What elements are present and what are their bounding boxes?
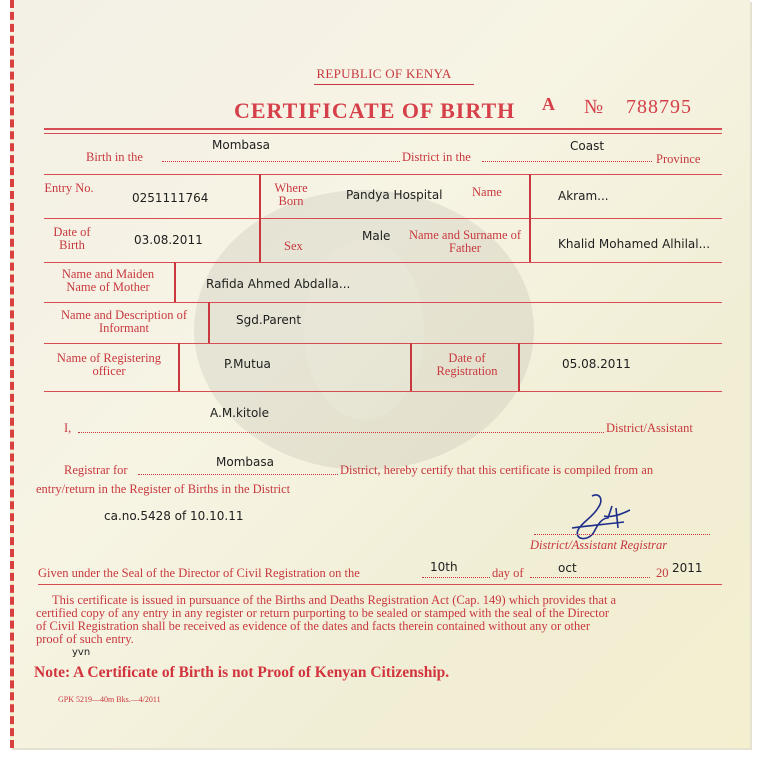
col-rule-1	[259, 174, 261, 262]
registration-date-label: Date of Registration	[436, 351, 498, 378]
initials: yvn	[72, 647, 91, 658]
name-label: Name	[472, 185, 502, 199]
officer-name-value: A.M.kitole	[210, 406, 270, 420]
citizenship-note: Note: A Certificate of Birth is not Proof of Kenyan Citizenship.	[34, 664, 450, 681]
mother-label: Name and Maiden Name of Mother	[61, 267, 155, 294]
year-value: 2011	[672, 561, 703, 575]
where-born-label: Where Born	[274, 181, 308, 208]
day-of-label: day of	[492, 566, 524, 580]
footer-rule	[38, 584, 722, 585]
col-rule-6	[410, 343, 412, 391]
certify-text: District, hereby certify that this certificate is compiled from an	[340, 463, 654, 477]
informant-label: Name and Description of Informant	[60, 308, 187, 335]
row-rule-1	[44, 174, 722, 175]
ca-number: ca.no.5428 of 10.10.11	[104, 509, 244, 523]
entry-no-value: 0251111764	[132, 191, 209, 205]
series-letter: A	[542, 94, 555, 114]
month-value: oct	[558, 561, 577, 575]
birth-in-value: Mombasa	[212, 138, 270, 152]
row-rule-3	[44, 262, 722, 263]
republic-heading: REPUBLIC OF KENYA	[316, 66, 452, 81]
col-rule-7	[518, 343, 520, 391]
father-value: Khalid Mohamed Alhilal...	[558, 237, 711, 251]
seal-text: Given under the Seal of the Director of Civil Registration on the	[38, 566, 360, 580]
dob-label: Date of Birth	[53, 225, 91, 252]
col-rule-3	[174, 262, 176, 302]
year-prefix: 20	[656, 566, 669, 580]
i-label: I,	[64, 421, 72, 435]
mother-value: Rafida Ahmed Abdalla...	[206, 277, 351, 291]
entry-no-label: Entry No.	[44, 181, 94, 195]
row-rule-5	[44, 343, 722, 344]
sex-value: Male	[362, 229, 391, 243]
day-dots	[422, 577, 490, 578]
registration-date-value: 05.08.2011	[562, 357, 631, 371]
legal-line-1: This certificate is issued in pursuance of the Births and Deaths Registration Act (Cap. 149) which provides that a	[52, 593, 617, 607]
district-label: District in the	[402, 150, 471, 164]
row-rule-4	[44, 302, 722, 303]
top-rule	[44, 128, 722, 130]
father-label: Name and Surname of Father	[408, 228, 522, 255]
district-assistant-label: District/Assistant	[606, 421, 693, 435]
certificate-title: CERTIFICATE OF BIRTH	[234, 98, 516, 123]
district-value: Coast	[570, 139, 605, 153]
registrar-for-label: Registrar for	[64, 463, 128, 477]
top-rule-2	[44, 133, 722, 134]
day-value: 10th	[430, 560, 458, 574]
legal-line-4: proof of such entry.	[36, 632, 134, 646]
print-code: GPK 5219—40m Bks.—4/2011	[58, 695, 161, 704]
entry-return-text: entry/return in the Register of Births in the District	[36, 482, 291, 496]
certificate-paper	[10, 0, 750, 748]
province-label: Province	[656, 152, 701, 166]
row-rule-6	[44, 391, 722, 392]
legal-line-3: of Civil Registration shall be received as evidence of the dates and facts therein contained without any or other	[36, 619, 590, 633]
certificate-number: 788795	[626, 96, 692, 118]
sex-label: Sex	[284, 239, 303, 253]
child-name-value: Akram...	[558, 189, 609, 203]
signature-dots	[534, 534, 710, 535]
col-rule-4	[208, 302, 210, 343]
number-prefix: №	[584, 96, 604, 118]
where-born-value: Pandya Hospital	[346, 188, 443, 202]
row-rule-2	[44, 218, 722, 219]
heading-rule	[314, 84, 474, 85]
officer-name-dots	[78, 432, 604, 433]
birth-in-dots	[162, 161, 400, 162]
district-dots	[482, 161, 652, 162]
registrar-for-dots	[138, 474, 338, 475]
legal-line-2: certified copy of any entry in any register or return purporting to be sealed or stamped with the seal of the Director	[36, 606, 610, 620]
dob-value: 03.08.2011	[134, 233, 203, 247]
informant-value: Sgd.Parent	[236, 313, 302, 327]
col-rule-5	[178, 343, 180, 391]
registrar-for-value: Mombasa	[216, 455, 274, 469]
registering-officer-label: Name of Registering officer	[56, 351, 162, 378]
month-dots	[530, 577, 650, 578]
birth-in-label: Birth in the	[86, 150, 143, 164]
signature-caption: District/Assistant Registrar	[530, 538, 668, 552]
col-rule-2	[529, 174, 531, 262]
registering-officer-value: P.Mutua	[224, 357, 271, 371]
